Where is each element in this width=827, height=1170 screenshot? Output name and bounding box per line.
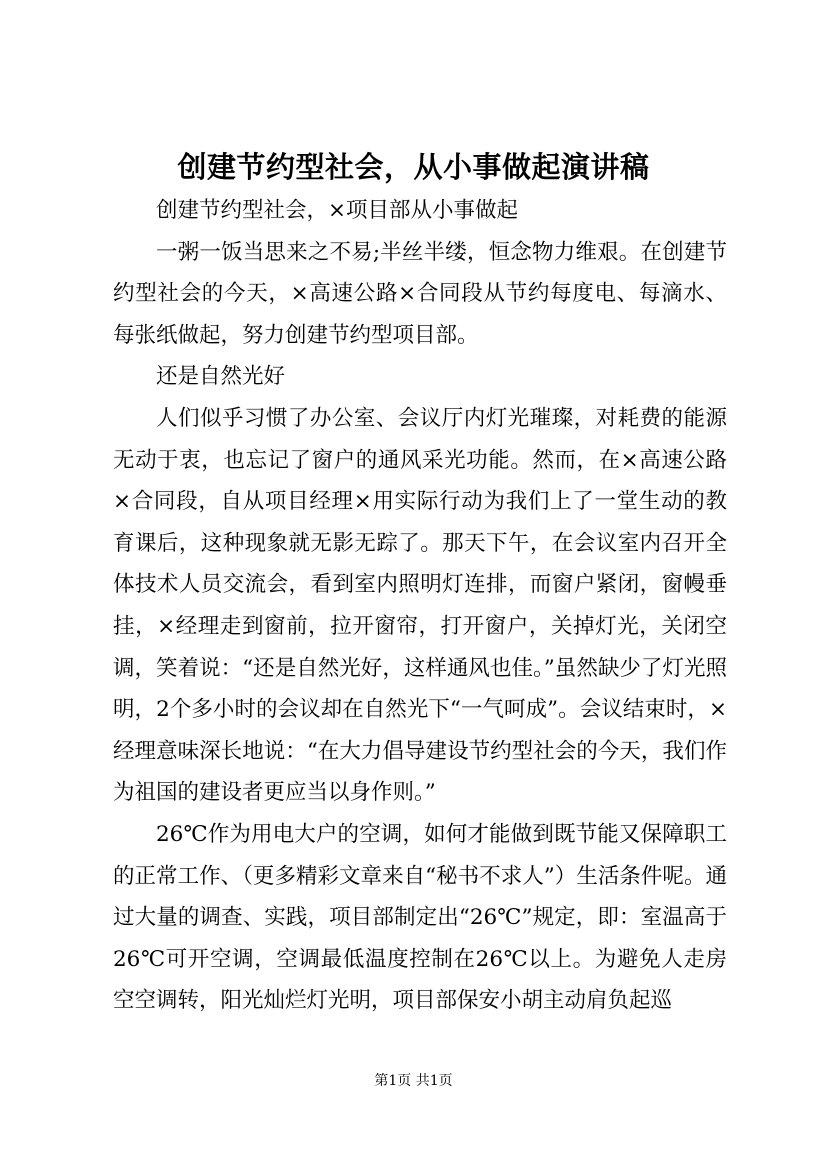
paragraph-air-conditioning: 26℃作为用电大户的空调，如何才能做到既节能又保障职工的正常工作、（更多精彩文章来自“秘书不求人”）生活条件呢。通过大量的调查、实践，项目部制定出“26℃”规定，即：室温高于26℃可开空调，空调最低温度控制在26℃以上。为避免人走房空空调转，阳光灿烂灯光明，项目部保安小胡主动肩负起巡 <box>113 821 727 1014</box>
paragraph-intro: 一粥一饭当思来之不易;半丝半缕，恒念物力维艰。在创建节约型社会的今天，×高速公路×合同段从节约每度电、每滴水、每张纸做起，努力创建节约型项目部。 <box>113 239 727 348</box>
paragraph-subtitle: 创建节约型社会，×项目部从小事做起 <box>156 198 519 223</box>
document-title: 创建节约型社会，从小事做起演讲稿 <box>177 150 650 184</box>
document-body <box>113 190 727 1022</box>
paragraph-natural-light: 人们似乎习惯了办公室、会议厅内灯光璀璨，对耗费的能源无动于衷，也忘记了窗户的通风采光功能。然而，在×高速公路×合同段，自从项目经理×用实际行动为我们上了一堂生动的教育课后，这种现象就无影无踪了。那天下午，在会议室内召开全体技术人员交流会，看到室内照明灯连排，而窗户紧闭，窗幔垂挂，×经理走到窗前，拉开窗帘，打开窗户，关掉灯光，关闭空调，笑着说：“还是自然光好，这样通风也佳。”虽然缺少了灯光照明，2个多小时的会议却在自然光下“一气呵成”。会议结束时，×经理意味深长地说：“在大力倡导建设节约型社会的今天，我们作为祖国的建设者更应当以身作则。” <box>113 405 727 806</box>
paragraph-section-heading: 还是自然光好 <box>156 364 286 390</box>
page-number-footer: 第1页 共1页 <box>374 1073 453 1089</box>
